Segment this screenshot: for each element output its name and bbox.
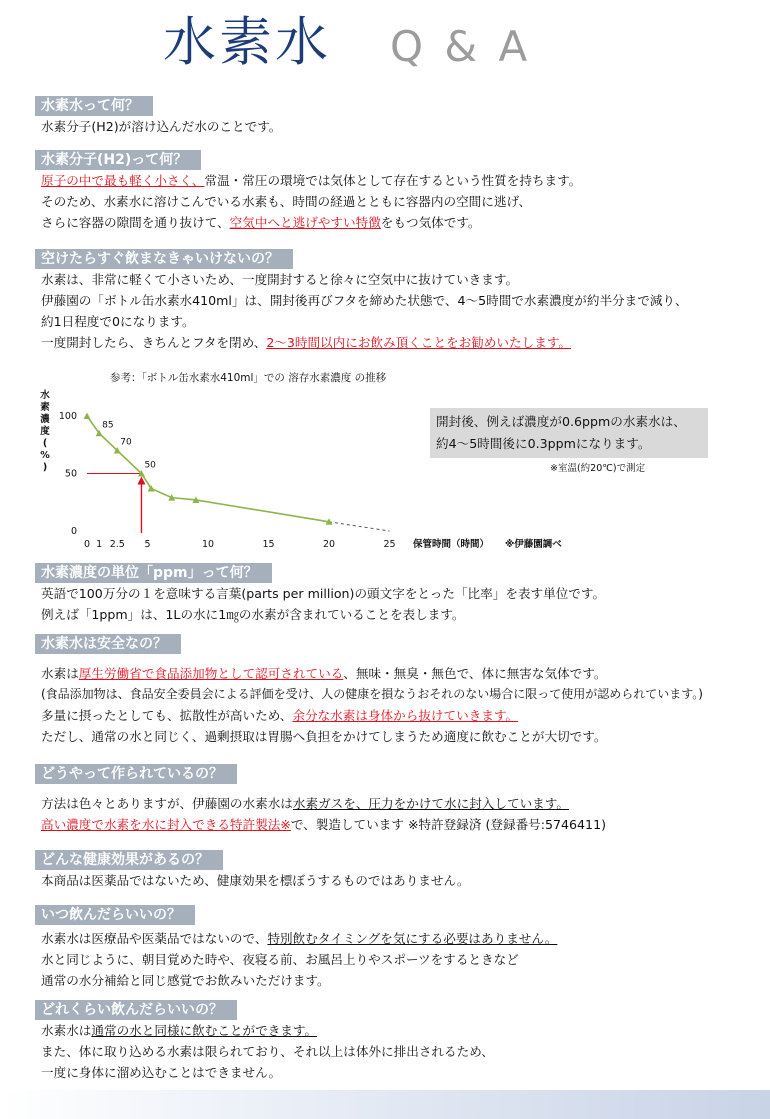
- text-span: 方法は色々とありますが、伊藤園の水素水は: [41, 796, 293, 811]
- section-heading: 水素水は安全なの？: [35, 634, 181, 654]
- emphasis-text: 2～3時間以内にお飲み頂くことをお勧めいたします。: [266, 335, 571, 350]
- x-tick-label: 0: [83, 539, 91, 550]
- underlined-text: 特別飲むタイミングを気にする必要はありません。: [267, 931, 558, 946]
- x-tick-label: 20: [322, 539, 336, 550]
- text-line: [35, 814, 765, 835]
- section-heading: 水素水って何？: [35, 96, 153, 116]
- section-when-to-drink: [35, 904, 765, 991]
- chart-source: ※伊藤園調べ: [505, 539, 562, 550]
- x-axis-label: 保管時間（時間）: [413, 539, 490, 550]
- x-tick-label: 15: [262, 539, 275, 550]
- x-tick-label: 2.5: [109, 539, 125, 550]
- hydrogen-concentration-chart: [35, 370, 765, 555]
- text-span: 多量に摂ったとしても、拡散性が高いため、: [41, 708, 293, 723]
- x-tick-label: 25: [383, 539, 396, 550]
- page-title: 水素水: [163, 12, 331, 73]
- text-line: 水素分子(H2)が溶け込んだ水のことです。: [41, 119, 282, 134]
- chart-plot: [35, 370, 765, 555]
- callout-line: 約4～5時間後に0.3ppmになります。: [436, 436, 651, 451]
- data-label: 70: [120, 437, 132, 448]
- section-heading: どんな健康効果があるの？: [35, 850, 223, 870]
- x-tick-label: 10: [201, 539, 215, 550]
- y-tick-label: 50: [64, 468, 77, 480]
- text-span: 水素水は医療品や医薬品ではないので、: [41, 931, 268, 946]
- underlined-text: 水素ガスを、圧力をかけて水に封入しています。: [292, 796, 569, 811]
- chart-callout: [430, 408, 708, 458]
- text-line: 伊藤園の「ボトル缶水素水410ml」は、開封後再びフタを締めた状態で、4～5時間で水素濃度が約半分まで減り、: [41, 293, 688, 308]
- section-heading: いつ飲んだらいいの？: [35, 905, 195, 925]
- y-tick-label: 100: [58, 411, 77, 422]
- text-span: さらに容器の隙間を通り抜けて、: [41, 215, 230, 230]
- text-span: で、製造しています ※特許登録済 (登録番号:5746411): [290, 817, 606, 832]
- text-line: [35, 170, 765, 191]
- footer-bar: [0, 1090, 770, 1119]
- y-axis-label-char: (: [42, 438, 48, 449]
- text-span: 水素水は: [41, 1023, 92, 1038]
- section-what-is-hydrogen-water: [35, 95, 765, 137]
- emphasis-text: 高い濃度で水素を水に封入できる特許製法※: [41, 817, 291, 832]
- y-axis-label-char: ): [42, 462, 48, 473]
- y-axis-label-char: 素: [40, 402, 50, 413]
- section-heading: どれくらい飲んだらいいの？: [35, 1000, 237, 1020]
- text-line: 例えば「1ppm」は、1Lの水に1㎎の水素が含まれていることを表します。: [41, 607, 465, 622]
- y-axis-label-char: 濃: [40, 414, 50, 425]
- text-line: 水と同じように、朝目覚めた時や、夜寝る前、お風呂上りやスポーツをするときなど: [41, 952, 519, 967]
- section-hydrogen-molecule: [35, 149, 765, 233]
- text-line: ただし、通常の水と同じく、過剰摂取は胃腸へ負担をかけてしまうため適度に飲むことが大切です。: [41, 729, 607, 744]
- section-ppm-unit: [35, 562, 765, 625]
- text-line: 本商品は医薬品ではないため、健康効果を標ぼうするものではありません。: [41, 873, 470, 888]
- text-line: [35, 928, 765, 949]
- series-line: [87, 416, 329, 522]
- page-subtitle: Q & A: [390, 22, 532, 71]
- text-span: 水素は: [41, 666, 79, 681]
- text-line: [35, 1020, 765, 1041]
- text-span: 一度開封したら、きちんとフタを閉め、: [41, 335, 267, 350]
- emphasis-text: 余分な水素は身体から抜けていきます。: [292, 708, 519, 723]
- x-tick-label: 1: [96, 539, 103, 550]
- section-safety: [35, 633, 765, 747]
- page-header: [0, 0, 770, 88]
- y-tick-label: 0: [70, 526, 77, 537]
- section-health-effects: [35, 849, 765, 891]
- y-axis-label-char: 水: [40, 390, 50, 401]
- section-heading: 空けたらすぐ飲まなきゃいけないの？: [35, 249, 293, 269]
- section-how-much: [35, 999, 765, 1083]
- text-line: (食品添加物は、食品安全委員会による評価を受け、人の健康を損なうおそれのない場合に限って使用が認められています。): [41, 687, 703, 701]
- text-line: 約1日程度で0になります。: [41, 314, 195, 329]
- text-line: 水素は、非常に軽くて小さいため、一度開封すると徐々に空気中に抜けていきます。: [41, 272, 519, 287]
- underlined-text: 通常の水と同様に飲むことができます。: [91, 1023, 318, 1038]
- data-label: 85: [102, 420, 114, 431]
- y-axis-label-char: 度: [40, 426, 50, 437]
- section-how-made: [35, 763, 765, 835]
- section-heading: 水素分子(H2)って何？: [35, 150, 201, 170]
- text-span: をもつ気体です。: [380, 215, 481, 230]
- text-line: [35, 793, 765, 814]
- chart-title: 参考：「ボトル缶水素水410ml」での 溶存水素濃度 の推移: [110, 372, 387, 384]
- callout-note: ※室温(約20℃)で測定: [550, 463, 646, 474]
- text-line: そのため、水素水に溶けこんでいる水素も、時間の経過とともに容器内の空間に逃げ、: [41, 194, 532, 209]
- text-span: 常温・常圧の環境では気体として存在するという性質を持ちます。: [204, 173, 582, 188]
- text-line: 一度に身体に溜め込むことはできません。: [41, 1065, 282, 1080]
- section-heading: どうやって作られているの？: [35, 764, 237, 784]
- text-line: [35, 332, 765, 353]
- x-tick-label: 5: [144, 539, 151, 550]
- text-line: [35, 212, 765, 233]
- section-drink-right-away: [35, 248, 765, 353]
- data-label: 50: [144, 460, 156, 471]
- section-heading: 水素濃度の単位「ppm」って何？: [35, 563, 272, 583]
- emphasis-text: 原子の中で最も軽く小さく、: [41, 173, 205, 188]
- text-line: また、体に取り込める水素は限られており、それ以上は体外に排出されるため、: [41, 1044, 494, 1059]
- text-span: 、無味・無臭・無色で、体に無害な気体です。: [343, 666, 607, 681]
- y-axis-label-char: %: [40, 450, 50, 461]
- text-line: [35, 663, 765, 684]
- emphasis-text: 厚生労働省で食品添加物として認可されている: [78, 666, 344, 681]
- extrapolated-line: [329, 522, 390, 531]
- callout-line: 開封後、例えば濃度が0.6ppmの水素水は、: [436, 414, 686, 429]
- text-line: [35, 705, 765, 726]
- data-point-marker: [84, 413, 91, 420]
- text-line: 英語で100万分の１を意味する言葉(parts per million)の頭文字をとった「比率」を表す単位です。: [41, 586, 606, 601]
- text-line: 通常の水分補給と同じ感覚でお飲みいただけます。: [41, 973, 330, 988]
- emphasis-text: 空気中へと逃げやすい特徴: [229, 215, 381, 230]
